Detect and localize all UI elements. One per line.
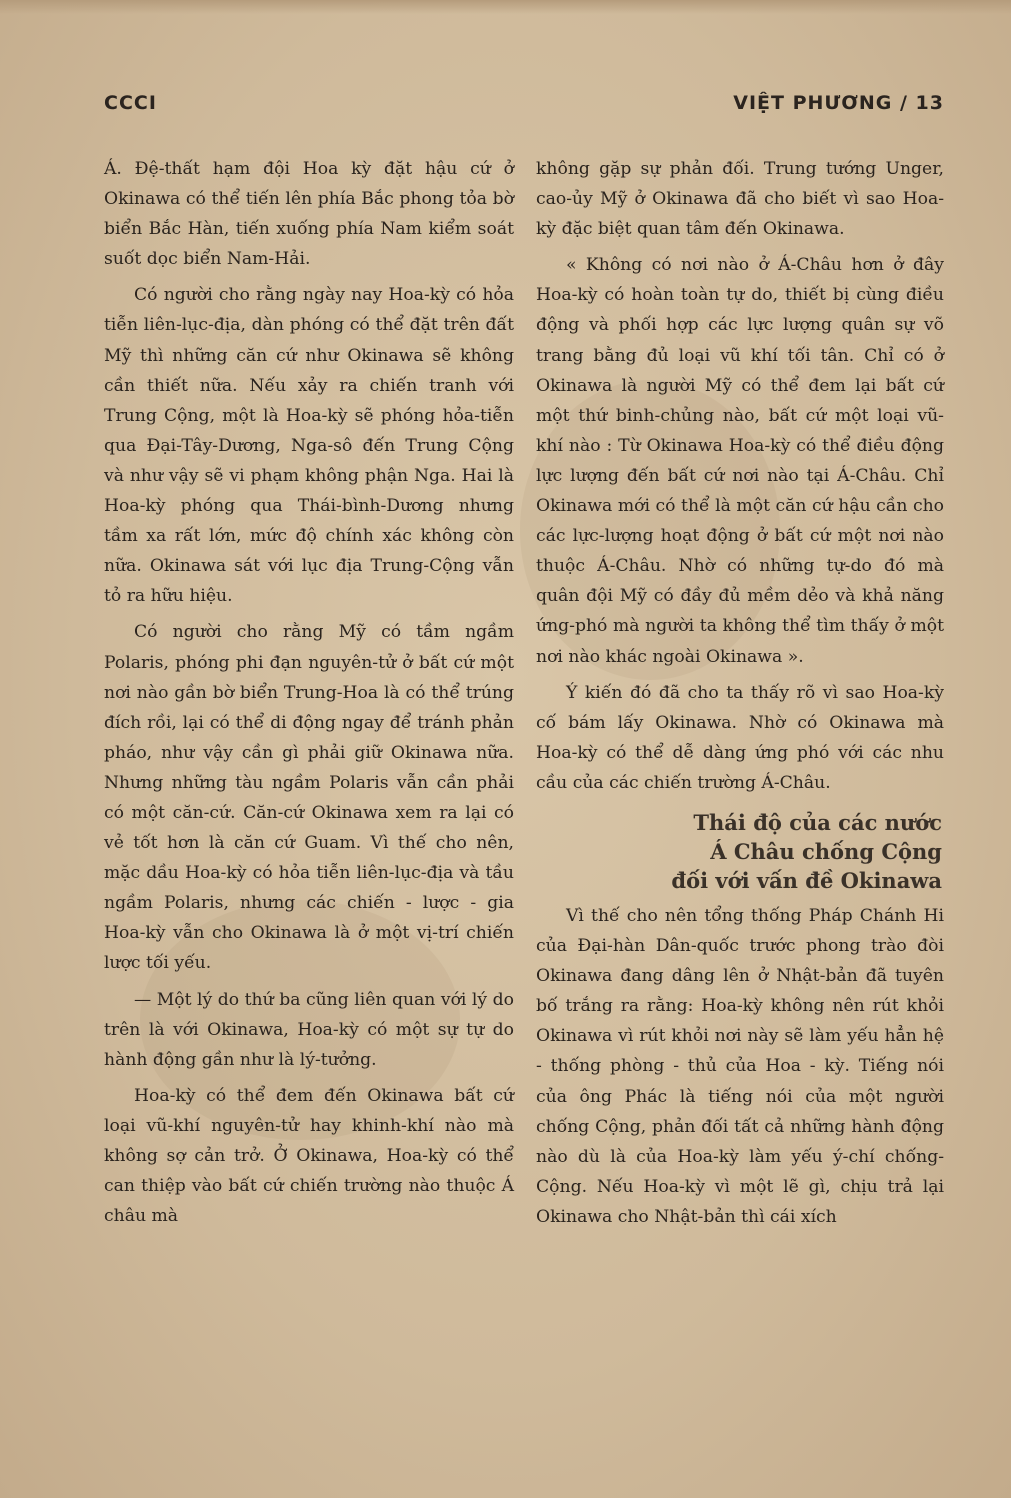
section-heading-line: đối với vấn đề Okinawa (671, 867, 942, 893)
page-top-edge (0, 0, 1011, 14)
quote-paragraph: « Không có nơi nào ở Á-Châu hơn ở đây Hoa-kỳ có hoàn toàn tự do, thiết bị cùng điều động và phối hợp các lực lượng quân sự võ trang bằng đủ loại vũ khí tối tân. Chỉ có ở Okinawa là người Mỹ có thể đem lại bất cứ một thứ binh-chủng nào, bất cứ một loại vũ-khí nào : Từ Okinawa Hoa-kỳ có thể điều động lực lượng đến bất cứ nơi nào tại Á-Châu. Chỉ Okinawa mới có thể là một căn cứ hậu cần cho các lực-lượng hoạt động ở bất cứ một nơi nào thuộc Á-Châu. Nhờ có những tự-do đó mà quân đội Mỹ có đầy đủ mềm dẻo và khả năng ứng-phó mà người ta không thể tìm thấy ở một nơi nào khác ngoài Okinawa ». (536, 255, 944, 667)
paragraph: Á. Đệ-thất hạm đội Hoa kỳ đặt hậu cứ ở Okinawa có thể tiến lên phía Bắc phong tỏa bờ biển Bắc Hàn, tiến xuống phía Nam kiểm soát suốt dọc biển Nam-Hải. (104, 159, 514, 270)
section-heading-line: Á Châu chống Cộng (710, 838, 942, 864)
header-left-label: CCCI (104, 92, 157, 114)
paragraph: không gặp sự phản đối. Trung tướng Unger, cao-ủy Mỹ ở Okinawa đã cho biết vì sao Hoa-kỳ đặc biệt quan tâm đến Okinawa. (536, 159, 944, 240)
section-heading (536, 808, 944, 895)
right-column (536, 154, 944, 1232)
paragraph: Có người cho rằng Mỹ có tầm ngầm Polaris, phóng phi đạn nguyên-tử ở bất cứ một nơi nào gần bờ biển Trung-Hoa là có thể trúng đích rồi, lại có thể di động ngay để tránh phản pháo, như vậy cần gì phải giữ Okinawa nữa. Nhưng những tàu ngầm Polaris vẫn cần phải có một căn-cứ. Căn-cứ Okinawa xem ra lại có vẻ tốt hơn là căn cứ Guam. Vì thế cho nên, mặc dầu Hoa-kỳ có hỏa tiễn liên-lục-địa và tầu ngầm Polaris, nhưng các chiến - lược - gia Hoa-kỳ vẫn cho Okinawa là ở một vị-trí chiến lược tối yếu. (104, 622, 514, 974)
left-column (104, 154, 514, 1231)
paragraph: Vì thế cho nên tổng thống Pháp Chánh Hi của Đại-hàn Dân-quốc trước phong trào đòi Okinawa đang dâng lên ở Nhật-bản đã tuyên bố trắng ra rằng: Hoa-kỳ không nên rút khỏi Okinawa vì rút khỏi nơi này sẽ làm yếu hẳn hệ - thống phòng - thủ của Hoa - kỳ. Tiếng nói của ông Phác là tiếng nói của một người chống Cộng, phản đối tất cả những hành động nào dù là của Hoa-kỳ làm yếu ý-chí chống-Cộng. Nếu Hoa-kỳ vì một lẽ gì, chịu trả lại Okinawa cho Nhật-bản thì cái xích (536, 905, 944, 1227)
paragraph: Hoa-kỳ có thể đem đến Okinawa bất cứ loại vũ-khí nguyên-tử hay khinh-khí nào mà không sợ cản trở. Ở Okinawa, Hoa-kỳ có thể can thiệp vào bất cứ chiến trường nào thuộc Á châu mà (104, 1085, 514, 1227)
header-magazine-title-page-number: VIỆT PHƯƠNG / 13 (733, 92, 944, 114)
paragraph: — Một lý do thứ ba cũng liên quan với lý do trên là với Okinawa, Hoa-kỳ có một sự tự do hành động gần như là lý-tưởng. (104, 989, 514, 1070)
paragraph: Có người cho rằng ngày nay Hoa-kỳ có hỏa tiễn liên-lục-địa, dàn phóng có thể đặt trên đất Mỹ thì những căn cứ như Okinawa sẽ không cần thiết nữa. Nếu xảy ra chiến tranh với Trung Cộng, một là Hoa-kỳ sẽ phóng hỏa-tiễn qua Đại-Tây-Dương, Nga-sô đến Trung Cộng và như vậy sẽ vi phạm không phận Nga. Hai là Hoa-kỳ phóng qua Thái-bình-Dương nhưng tầm xa rất lớn, mức độ chính xác không còn nữa. Okinawa sát với lục địa Trung-Cộng vẫn tỏ ra hữu hiệu. (104, 285, 514, 607)
section-heading-line: Thái độ của các nước (693, 809, 942, 835)
running-header (104, 92, 944, 122)
paragraph: Ý kiến đó đã cho ta thấy rõ vì sao Hoa-kỳ cố bám lấy Okinawa. Nhờ có Okinawa mà Hoa-kỳ có thể dễ dàng ứng phó với các nhu cầu của các chiến trường Á-Châu. (536, 682, 944, 793)
